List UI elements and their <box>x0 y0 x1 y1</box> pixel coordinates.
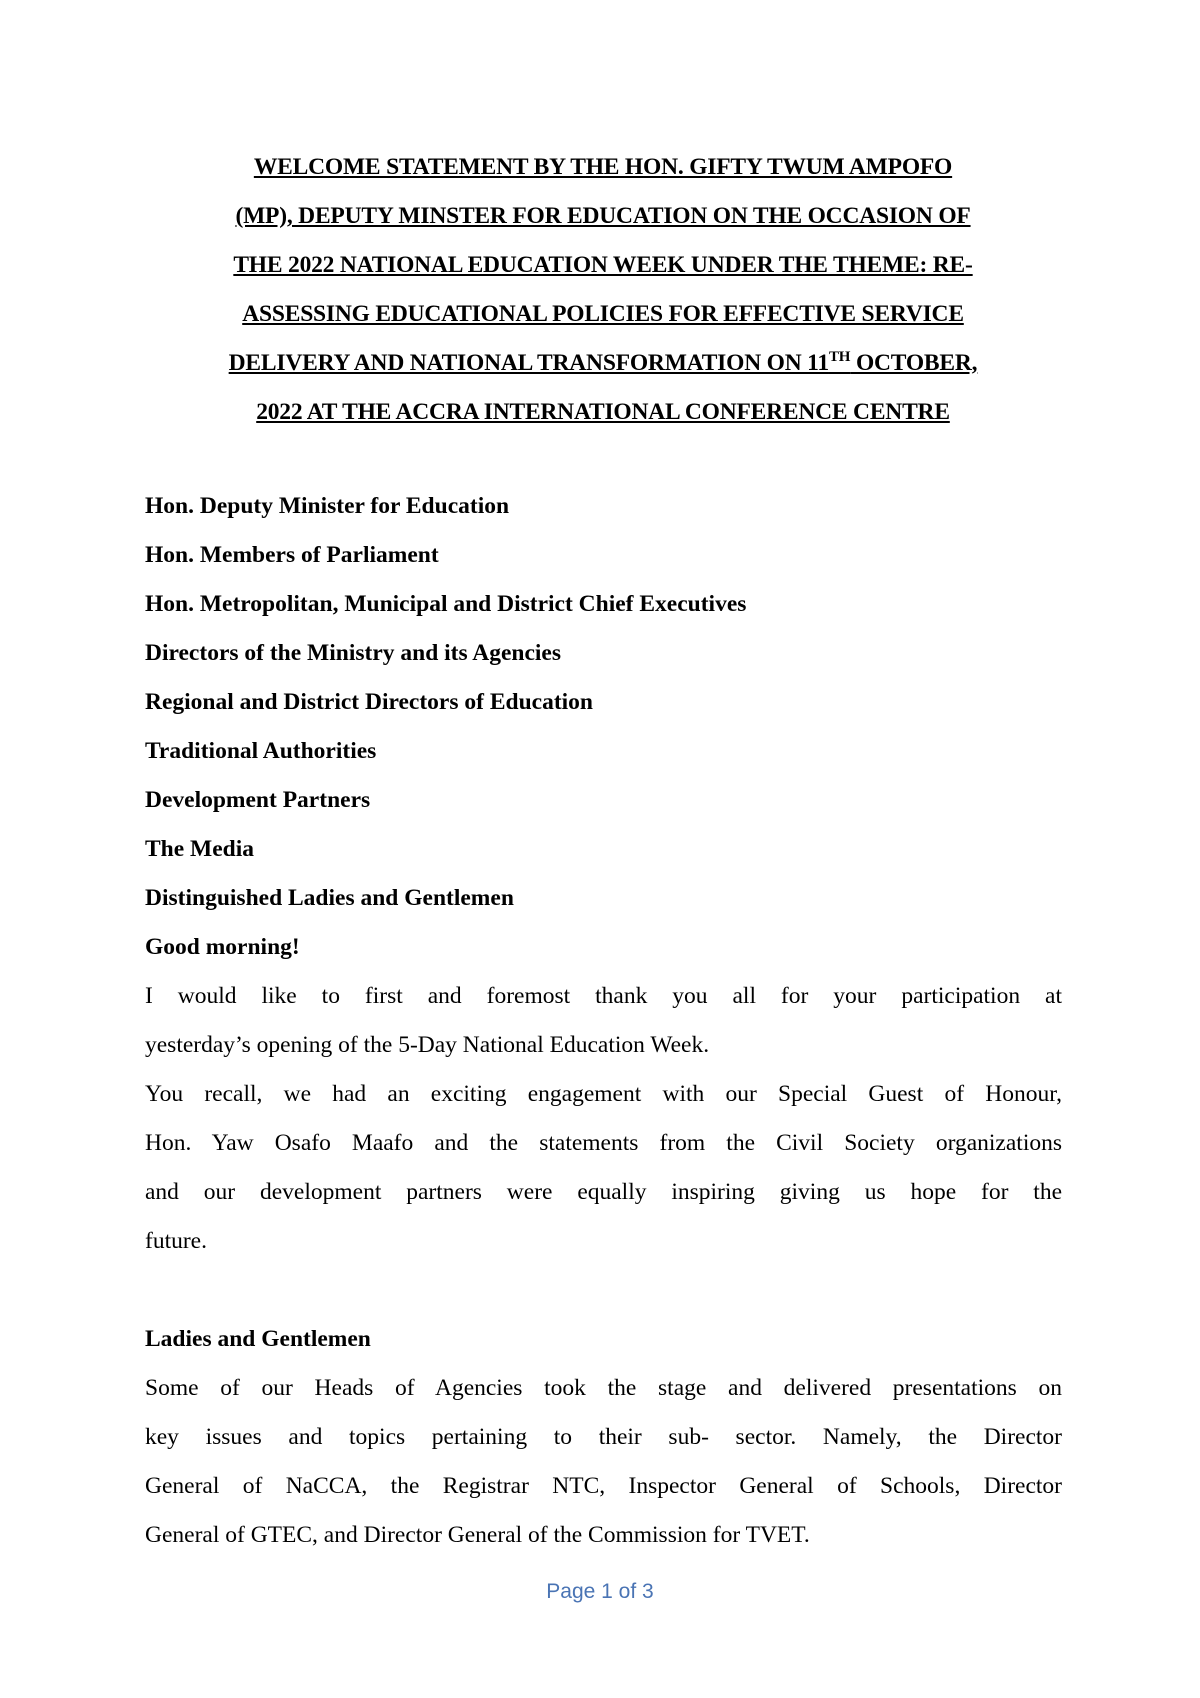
salutation-line: The Media <box>145 836 255 862</box>
salutation-line: Hon. Deputy Minister for Education <box>145 493 510 519</box>
greeting-line: Good morning! <box>145 934 300 960</box>
salutation-line: Distinguished Ladies and Gentlemen <box>145 885 514 911</box>
body-paragraphs <box>145 972 1062 1266</box>
paragraph-line: future. <box>145 1228 207 1254</box>
salutations-list <box>145 482 1063 972</box>
page-number-footer: Page 1 of 3 <box>546 1580 654 1603</box>
section-heading: Ladies and Gentlemen <box>145 1326 371 1352</box>
salutation-line: Development Partners <box>145 787 371 813</box>
paragraph-line: key issues and topics pertaining to their sub- sector. Namely, the Director <box>145 1424 1062 1450</box>
paragraph-line: I would like to first and foremost thank you all for your participation at <box>145 983 1062 1009</box>
paragraph-line: General of NaCCA, the Registrar NTC, Inspector General of Schools, Director <box>145 1473 1062 1499</box>
salutation-line: Regional and District Directors of Education <box>145 689 593 715</box>
title-line-text: DELIVERY AND NATIONAL TRANSFORMATION ON 11 <box>228 350 829 376</box>
paragraph-line: and our development partners were equally inspiring giving us hope for the <box>145 1179 1062 1205</box>
paragraph-line: General of GTEC, and Director General of the Commission for TVET. <box>145 1522 810 1548</box>
paragraph-line: Some of our Heads of Agencies took the stage and delivered presentations on <box>145 1375 1062 1401</box>
title-line-text: OCTOBER, <box>850 350 978 376</box>
salutation-line: Directors of the Ministry and its Agencies <box>145 640 561 666</box>
ordinal-superscript: TH <box>828 349 851 365</box>
salutation-line: Traditional Authorities <box>145 738 377 764</box>
title-line: 2022 AT THE ACCRA INTERNATIONAL CONFERENCE CENTRE <box>256 399 950 425</box>
title-line: WELCOME STATEMENT BY THE HON. GIFTY TWUM AMPOFO <box>253 154 953 180</box>
salutation-line: Hon. Metropolitan, Municipal and District Chief Executives <box>145 591 747 617</box>
title-line-date <box>144 339 1062 388</box>
document-title <box>144 143 1062 437</box>
salutation-line: Hon. Members of Parliament <box>145 542 439 568</box>
title-line: ASSESSING EDUCATIONAL POLICIES FOR EFFECTIVE SERVICE <box>242 301 964 327</box>
paragraph-line: yesterday’s opening of the 5-Day National Education Week. <box>145 1032 710 1058</box>
title-line: (MP), DEPUTY MINSTER FOR EDUCATION ON THE OCCASION OF <box>235 203 971 229</box>
title-line: THE 2022 NATIONAL EDUCATION WEEK UNDER THE THEME: RE- <box>233 252 973 278</box>
paragraph-line: Hon. Yaw Osafo Maafo and the statements from the Civil Society organizations <box>145 1130 1062 1156</box>
body-paragraph <box>145 1364 1062 1560</box>
paragraph-line: You recall, we had an exciting engagement with our Special Guest of Honour, <box>145 1081 1062 1107</box>
